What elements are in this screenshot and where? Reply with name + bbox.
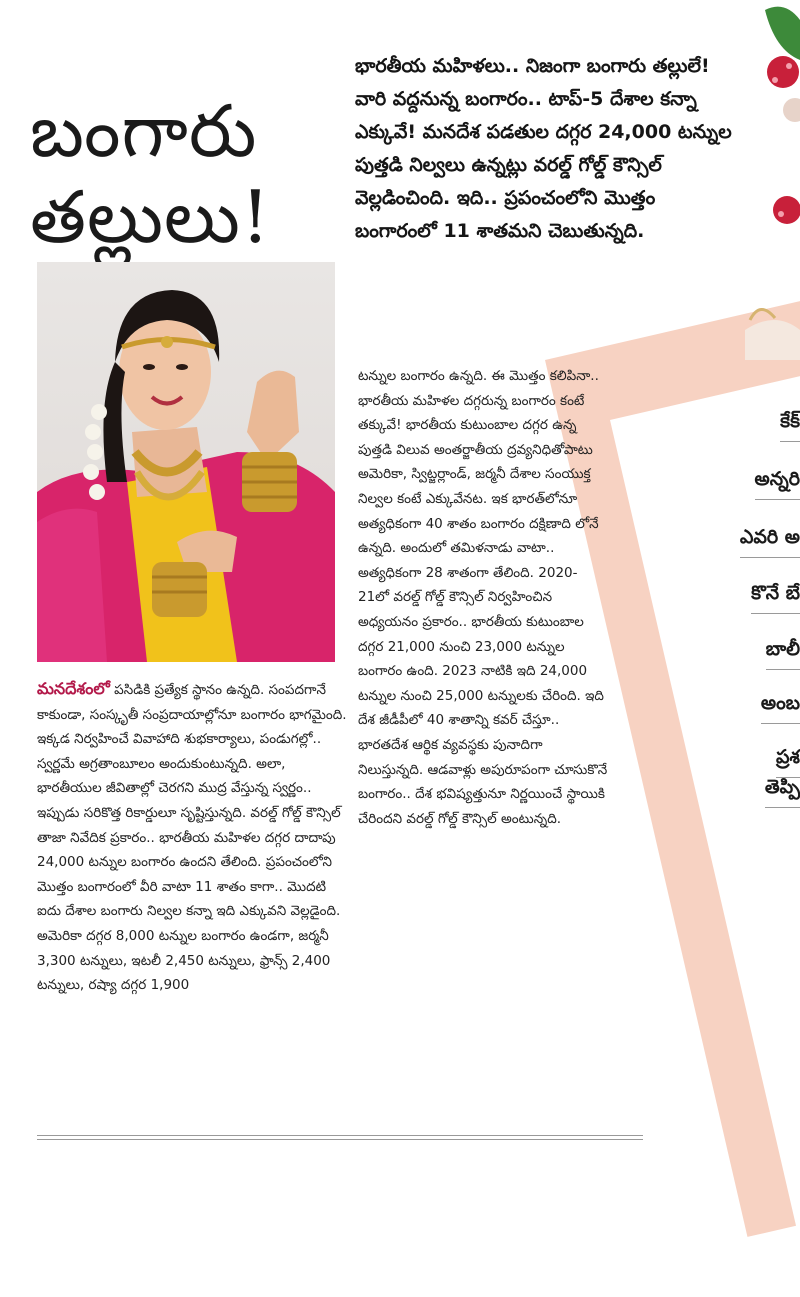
sidebar-item: అన్నరి — [755, 468, 800, 500]
cake-decoration-image — [745, 0, 800, 360]
sidebar-item: కొనే బే — [751, 582, 800, 614]
lead-word: మనదేశంలో — [37, 679, 110, 698]
bottom-rule — [37, 1135, 643, 1136]
intro-paragraph: భారతీయ మహిళలు.. నిజంగా బంగారు తల్లులే! వారి వద్దనున్న బంగారం.. టాప్‌-5 దేశాల కన్నా ఎక్కువే! మనదేశ పడతుల దగ్గర 24,000 టన్నుల పుత్తడి నిల్వలు ఉన్నట్లు వరల్డ్‌ గోల్డ్‌ కౌన్సిల్‌ వెల్లడించింది. ఇది.. ప్రపంచంలోని మొత్తం బంగారంలో 11 శాతమని చెబుతున్నది. — [355, 55, 732, 242]
sidebar-item: ఎవరి అ — [740, 526, 800, 558]
bottom-rule-2 — [37, 1139, 643, 1140]
body-column-middle: టన్నుల బంగారం ఉన్నది. ఈ మొత్తం కలిపినా.. భారతీయ మహిళల దగ్గరున్న బంగారం కంటే తక్కువే! భారతీయ కుటుంబాల దగ్గర ఉన్న పుత్తడి విలువ అంతర్జాతీయ ద్రవ్యనిధితోపాటు అమెరికా, స్విట్జర్లాండ్‌, జర్మనీ దేశాల సంయుక్త నిల్వల కంటే ఎక్కువేనట. ఇక భారత్‌లోనూ అత్యధికంగా 40 శాతం బంగారం దక్షిణాది లోనే ఉన్నది. అందులో తమిళనాడు వాటా.. అత్యధికంగా 28 శాతంగా తేలింది. 2020-21లో వరల్డ్‌ గోల్డ్‌ కౌన్సిల్‌ నిర్వహించిన అధ్యయనం ప్రకారం.. భారతీయ కుటుంబాల దగ్గర 21,000 నుంచి 23,000 టన్నుల బంగారం ఉంది. 2023 నాటికి ఇది 24,000 టన్నుల నుంచి 25,000 టన్నులకు చేరింది. ఇది దేశ జీడీపీలో 40 శాతాన్ని కవర్‌ చేస్తూ.. భారతదేశ ఆర్థిక వ్యవస్థకు పునాదిగా నిలుస్తున్నది. ఆడవాళ్లు అపురూపంగా చూసుకొనే బంగారం.. దేశ భవిష్యత్తునూ నిర్ణయించే స్థాయికి చేరిందని వరల్డ్‌ గోల్డ్‌ కౌన్సిల్‌ అంటున్నది. — [358, 368, 608, 827]
body-column-left — [37, 677, 347, 998]
sidebar-item: కేక్ — [780, 410, 800, 442]
headline-line-2: తల్లులు! — [30, 175, 271, 260]
sidebar-item: తెప్పి — [765, 776, 800, 808]
sidebar-item: ప్రశ — [776, 746, 800, 778]
woman-with-gold-jewellery-photo — [37, 262, 335, 662]
sidebar-item: అంబ — [761, 692, 800, 724]
body-left-text: పసిడికి ప్రత్యేక స్థానం ఉన్నది. సంపదగానే కాకుండా, సంస్కృతీ సంప్రదాయాల్లోనూ బంగారం భాగమైంది. ఇక్కడ నిర్వహించే వివాహాది శుభకార్యాలు, పండుగల్లో.. స్వర్ణమే అగ్రతాంబూలం అందుకుంటున్నది. అలా, భారతీయుల జీవితాల్లో చెరగని ముద్ర వేస్తున్న స్వర్ణం.. ఇప్పుడు సరికొత్త రికార్డులూ సృష్టిస్తున్నది. వరల్డ్‌ గోల్డ్‌ కౌన్సిల్‌ తాజా నివేదిక ప్రకారం.. భారతీయ మహిళల దగ్గర దాదాపు 24,000 టన్నుల బంగారం ఉందని తేలింది. ప్రపంచంలోని మొత్తం బంగారంలో వీరి వాటా 11 శాతం కాగా.. మొదటి ఐదు దేశాల బంగారు నిల్వల కన్నా ఇది ఎక్కువని వెల్లడైంది. అమెరికా దగ్గర 8,000 టన్నుల బంగారం ఉండగా, జర్మనీ 3,300 టన్నులు, ఇటలీ 2,450 టన్నులు, ఫ్రాన్స్‌ 2,400 టన్నులు, రష్యా దగ్గర 1,900 — [37, 682, 347, 994]
sidebar-item: బాలీ — [766, 638, 800, 670]
headline — [30, 88, 350, 260]
headline-line-1: బంగారు — [30, 89, 258, 174]
